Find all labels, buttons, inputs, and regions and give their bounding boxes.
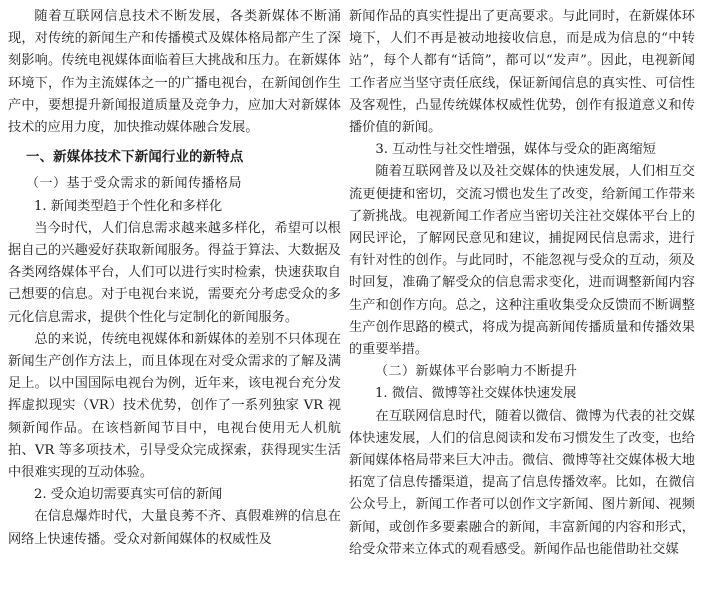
body-paragraph: 当今时代，人们信息需求越来越多样化，希望可以根据自己的兴趣爱好获取新闻服务。得益于算法、大数据及各类网络媒体平台，人们可以进行实时检索，快速获取自己想要的信息。对于电视台来说，需要充分考虑受众的多元化信息需求，提供个性化与定制化的新闻服务。 <box>8 220 341 325</box>
left-column <box>8 6 341 551</box>
subsection-heading: （一）基于受众需求的新闻传播格局 <box>26 176 243 192</box>
point-heading: 3. 互动性与社交性增强，媒体与受众的距离缩短 <box>375 142 656 158</box>
intro-paragraph: 随着互联网信息技术不断发展，各类新媒体不断涌现，对传统的新闻生产和传播模式及媒体格局都产生了深刻影响。传统电视媒体面临着巨大挑战和压力。在新媒体环境下，作为主流媒体之一的广播电视台，在新闻创作生产中，要想提升新闻报道质量及竞争力，应加大对新媒体技术的应用力度，加快推动媒体融合发展。 <box>8 9 341 136</box>
body-paragraph: 总的来说，传统电视媒体和新媒体的差别不只体现在新闻生产创作方法上，而且体现在对受众需求的了解及满足上。以中国国际电视台为例，近年来，该电视台充分发挥虚拟现实（VR）技术优势，创作了一系列独家 VR 视频新闻作品。在该档新闻节目中，电视台使用无人机航拍、VR 等多项技术，引导受众完成探索，获得现实生活中很难实现的互动体验。 <box>8 331 341 481</box>
point-heading: 2. 受众迫切需要真实可信的新闻 <box>34 487 223 503</box>
right-column <box>349 6 695 561</box>
body-paragraph: 在信息爆炸时代，大量良莠不齐、真假难辨的信息在网络上快速传播。受众对新闻媒体的权威性及 <box>8 509 341 547</box>
body-paragraph: 随着互联网普及以及社交媒体的快速发展，人们相互交流更便捷和密切，交流习惯也发生了改变，给新闻工作带来了新挑战。电视新闻工作者应当密切关注社交媒体平台上的网民评论，了解网民意见和建议，捕捉网民信息需求，进行有针对性的创作。与此同时，不能忽视与受众的互动，须及时回复，准确了解受众的信息需求变化，进而调整新闻内容生产和创作方向。总之，这种注重收集受众反馈而不断调整生产创作思路的模式，将成为提高新闻传播质量和传播效果的重要举措。 <box>349 164 695 358</box>
point-heading: 1. 新闻类型趋于个性化和多样化 <box>34 198 223 214</box>
body-paragraph: 新闻作品的真实性提出了更高要求。与此同时，在新媒体环境下，人们不再是被动地接收信息，而是成为信息的“中转站”，每个人都有“话筒”，都可以“发声”。因此，电视新闻工作者应当坚守责任底线，保证新闻信息的真实性、可信性及客观性，凸显传统媒体权威性优势，创作有报道意义和传播价值的新闻。 <box>349 9 695 136</box>
section-heading: 一、新媒体技术下新闻行业的新特点 <box>26 150 244 166</box>
body-paragraph: 在互联网信息时代，随着以微信、微博为代表的社交媒体快速发展，人们的信息阅读和发布习惯发生了改变，也给新闻媒体格局带来巨大冲击。微信、微博等社交媒体极大地拓宽了信息传播渠道，提高了信息传播效率。比如，在微信公众号上，新闻工作者可以创作文字新闻、图片新闻、视频新闻，或创作多要素融合的新闻，丰富新闻的内容和形式，给受众带来立体式的观看感受。新闻作品也能借助社交媒 <box>349 408 695 557</box>
point-heading: 1. 微信、微博等社交媒体快速发展 <box>375 386 577 402</box>
subsection-heading: （二）新媒体平台影响力不断提升 <box>375 364 578 380</box>
